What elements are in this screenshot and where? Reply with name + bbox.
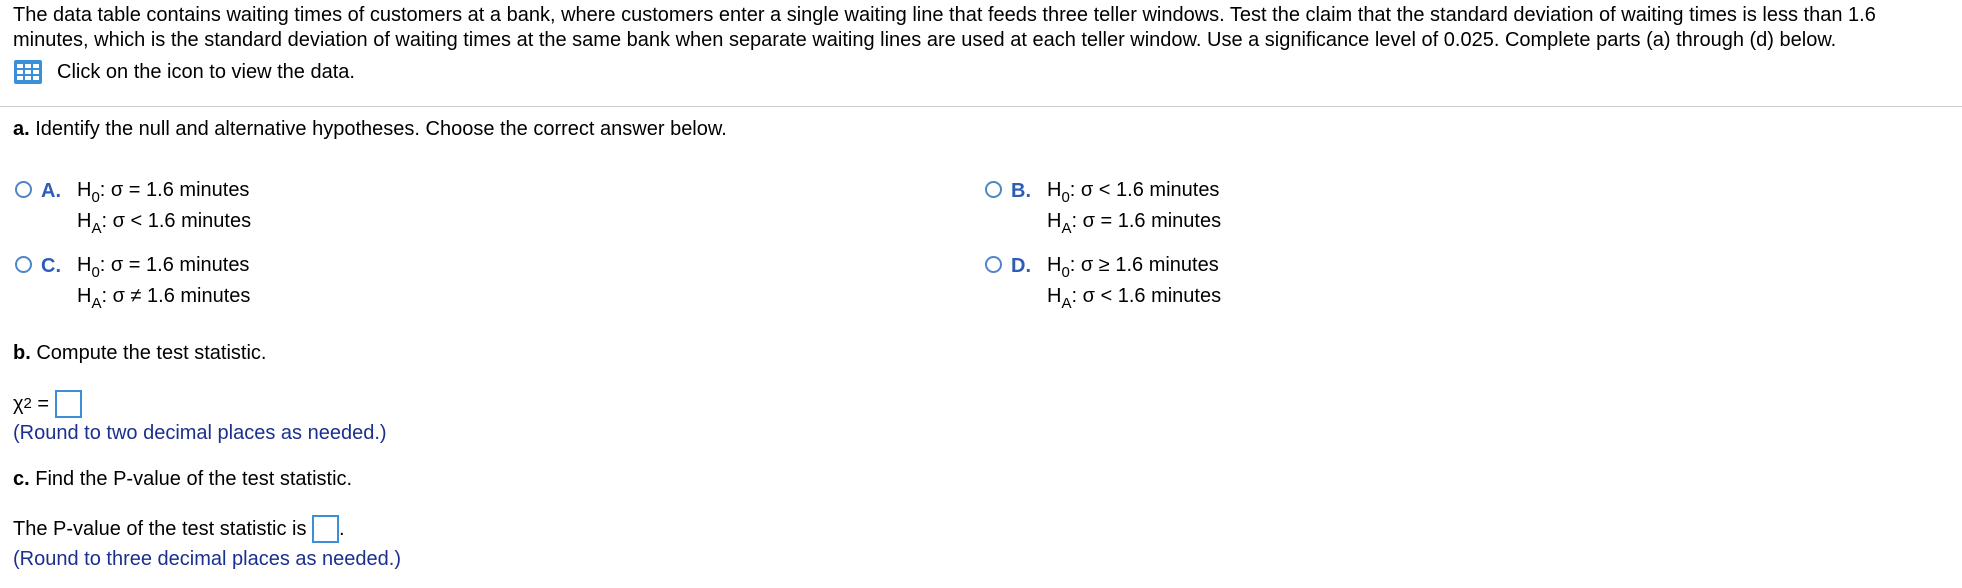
choice-b-hypotheses xyxy=(1047,175,1221,237)
part-a-title xyxy=(13,117,727,141)
choice-d-alt xyxy=(1047,281,1221,312)
chi-square-row: χ 2 = xyxy=(13,390,82,418)
choice-c[interactable] xyxy=(15,254,250,312)
part-b-rounding-note: (Round to two decimal places as needed.) xyxy=(13,422,387,444)
h0-subscript: 0 xyxy=(91,189,100,206)
radio-choice-b[interactable] xyxy=(985,181,1002,198)
choice-a-alt xyxy=(77,206,251,237)
p-value-period: . xyxy=(339,518,345,540)
choice-a[interactable] xyxy=(15,179,251,237)
ha-symbol: H xyxy=(1047,285,1062,307)
data-table-icon[interactable] xyxy=(13,59,43,85)
p-value-sentence: The P-value of the test statistic is xyxy=(13,518,313,540)
ha-subscript: A xyxy=(1061,220,1072,237)
choice-c-null xyxy=(77,250,250,281)
h0-subscript: 0 xyxy=(91,264,100,281)
choice-a-null xyxy=(77,175,251,206)
h0-symbol: H xyxy=(1047,179,1062,201)
ha-subscript: A xyxy=(91,220,102,237)
h0-symbol: H xyxy=(77,179,92,201)
part-a-prompt: Identify the null and alternative hypotheses. Choose the correct answer below. xyxy=(35,118,727,140)
choice-c-alt xyxy=(77,281,250,312)
choice-a-hypotheses xyxy=(77,175,251,237)
ha-symbol: H xyxy=(77,285,92,307)
p-value-input[interactable] xyxy=(312,515,339,543)
ha-relation: : σ = 1.6 minutes xyxy=(1071,210,1222,232)
ha-relation: : σ < 1.6 minutes xyxy=(1071,285,1222,307)
ha-symbol: H xyxy=(77,210,92,232)
p-value-row xyxy=(13,515,345,543)
part-b-label: b. xyxy=(13,342,31,364)
ha-relation: : σ ≠ 1.6 minutes xyxy=(101,285,251,307)
choice-c-letter: C. xyxy=(41,255,61,277)
part-b-prompt: Compute the test statistic. xyxy=(36,342,267,364)
part-a-label: a. xyxy=(13,118,30,140)
h0-subscript: 0 xyxy=(1061,264,1070,281)
h0-symbol: H xyxy=(1047,254,1062,276)
h0-relation: : σ = 1.6 minutes xyxy=(99,254,250,276)
part-c-rounding-note: (Round to three decimal places as needed.) xyxy=(13,548,402,570)
choice-d-letter: D. xyxy=(1011,255,1031,277)
ha-symbol: H xyxy=(1047,210,1062,232)
h0-relation: : σ < 1.6 minutes xyxy=(1069,179,1220,201)
choice-c-hypotheses xyxy=(77,250,250,312)
radio-choice-a[interactable] xyxy=(15,181,32,198)
part-c-prompt: Find the P-value of the test statistic. xyxy=(35,468,353,490)
chi-symbol: χ xyxy=(13,393,24,415)
part-c-label: c. xyxy=(13,468,30,490)
divider xyxy=(0,106,1962,107)
choice-a-letter: A. xyxy=(41,180,61,202)
h0-symbol: H xyxy=(77,254,92,276)
view-data-link[interactable] xyxy=(13,59,355,85)
question-text: The data table contains waiting times of customers at a bank, where customers enter a single waiting line that feeds three teller windows. Test the claim that the standard deviation of waiting times is less than 1.6 minutes, which is the standard deviation of waiting times at the same bank when separate waiting lines are used at each teller window. Use a significance level of 0.025. Complete parts (a) through (d) below. xyxy=(13,4,1876,51)
choice-b[interactable] xyxy=(985,179,1221,237)
part-c-title xyxy=(13,467,352,491)
h0-relation: : σ = 1.6 minutes xyxy=(99,179,250,201)
choice-b-letter: B. xyxy=(1011,180,1031,202)
choice-d[interactable] xyxy=(985,254,1221,312)
choice-b-null xyxy=(1047,175,1221,206)
h0-subscript: 0 xyxy=(1061,189,1070,206)
test-statistic-input[interactable] xyxy=(55,390,82,418)
chi-equals: = xyxy=(31,393,55,415)
ha-subscript: A xyxy=(91,295,102,312)
ha-relation: : σ < 1.6 minutes xyxy=(101,210,252,232)
view-data-label[interactable]: Click on the icon to view the data. xyxy=(57,60,355,83)
choice-b-alt xyxy=(1047,206,1221,237)
choice-d-hypotheses xyxy=(1047,250,1221,312)
radio-choice-d[interactable] xyxy=(985,256,1002,273)
choice-d-null xyxy=(1047,250,1221,281)
radio-choice-c[interactable] xyxy=(15,256,32,273)
h0-relation: : σ ≥ 1.6 minutes xyxy=(1069,254,1219,276)
part-b-title xyxy=(13,341,266,365)
ha-subscript: A xyxy=(1061,295,1072,312)
